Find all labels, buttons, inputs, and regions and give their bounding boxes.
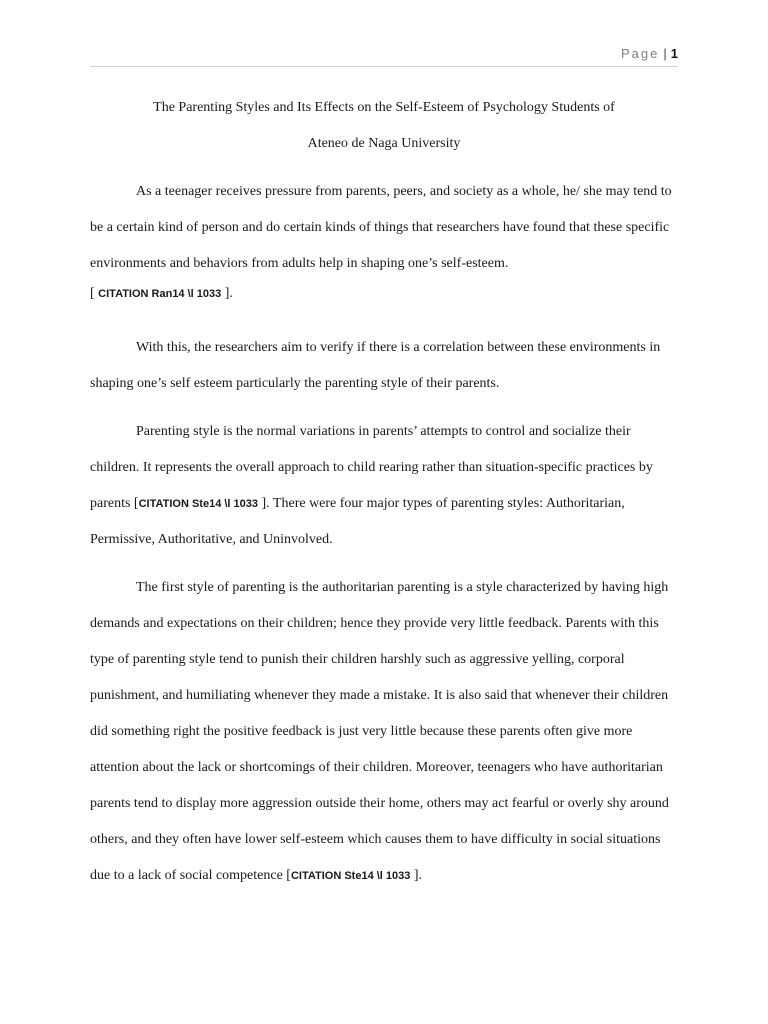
paragraph-3-text-before: Parenting style is the normal variations in parents’ attempts to control and socialize their children. It represents the overall approach to child rearing rather than situation-specific practices by parents [ [90, 424, 653, 511]
paragraph-4-text-before: The first style of parenting is the authoritarian parenting is a style characterized by having high demands and expectations on their children; hence they provide very little feedback. Parents with this type of parenting style tend to punish their children harshly such as aggressive yelling, corporal punishment, and humiliating whenever they made a mistake. It is also said that whenever their children did something right the positive feedback is just very little because these parents often give more attention about the lack or shortcomings of their children. Moreover, teenagers who have authoritarian parents tend to display more aggression outside their home, others may act fearful or overly shy around others, and they often have lower self-esteem which causes them to have difficulty in social situations due to a lack of social competence [ [90, 580, 669, 883]
paragraph-3 [90, 414, 678, 558]
document-title-line-2: Ateneo de Naga University [307, 136, 461, 151]
paragraph-1-text: As a teenager receives pressure from parents, peers, and society as a whole, he/ she may tend to be a certain kind of person and do certain kinds of things that researchers have found that these specific environments and behaviors from adults help in shaping one’s self-esteem. [90, 184, 672, 271]
page-separator: | [663, 46, 667, 61]
paragraph-4 [90, 570, 678, 894]
citation-close-bracket: ]. [224, 286, 233, 301]
page-header [621, 46, 678, 61]
citation-field: CITATION Ran14 \l 1033 [98, 288, 222, 300]
document-title-line-1: The Parenting Styles and Its Effects on the Self-Esteem of Psychology Students of [153, 100, 615, 115]
header-rule [90, 66, 678, 67]
document-body [90, 90, 678, 906]
page-label: Page [621, 46, 660, 61]
citation-field: CITATION Ste14 \l 1033 [138, 498, 259, 510]
paragraph-2: With this, the researchers aim to verify if there is a correlation between these environments in shaping one’s self esteem particularly the parenting style of their parents. [90, 340, 661, 391]
paragraph-1 [90, 174, 678, 282]
page-number: 1 [670, 46, 678, 61]
paragraph-3-text-after: ]. There were four major types of parenting styles: Authoritarian, Permissive, Authoritative, and Uninvolved. [90, 496, 625, 547]
citation-open-bracket: [ [90, 286, 95, 301]
citation-field: CITATION Ste14 \l 1033 [290, 870, 411, 882]
paragraph-4-text-after: ]. [413, 868, 423, 883]
